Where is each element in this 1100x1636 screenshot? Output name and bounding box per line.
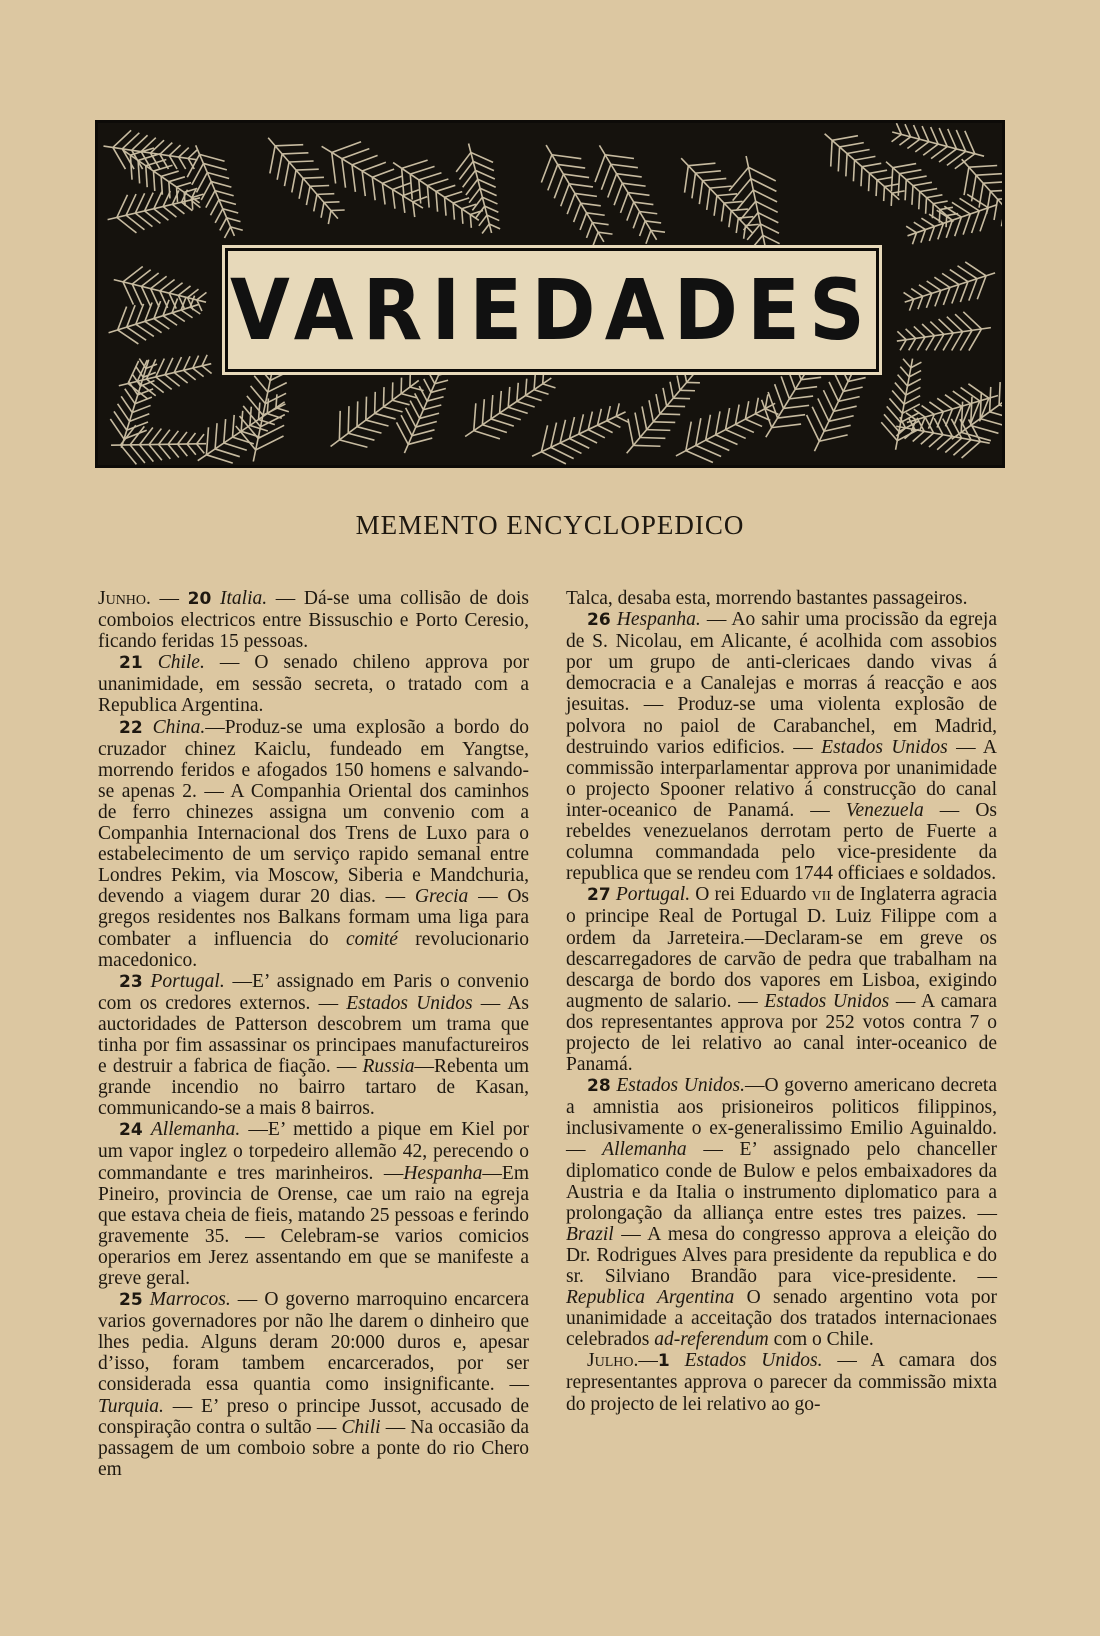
entry-text: O rei Eduardo [690,884,812,906]
entry-june-26 [566,609,997,884]
entry-june-21 [98,652,529,716]
entry-text: — E’ assignado pelo chanceller diplomatico conde de Bulow e pelos embaixadores da Austria e da Italia o instrumento diplomatico para a prolongação da alliança entre estes tres paizes. — [566,1139,998,1224]
country-name: Marrocos. [149,1289,231,1311]
country-name: Turquia. [98,1395,164,1417]
entry-text: — Na occasião da passagem de um comboio sobre a ponte do rio Chero em [98,1416,529,1480]
entry-text: —Em Pineiro, provincia de Orense, cae um raio na egreja que estava cheia de fieis, matando 25 pessoas e ferindo gravemente 35. — Celebram-se varios comicios operarios em Jerez assentando em que se manifeste a greve geral. [98,1162,529,1289]
country-name: Grecia [414,886,469,908]
entry-text: — As auctoridades de Patterson descobrem um trama que tinha por fim assassinar os principaes manufactureiros e destruir a fabrica de fiação. — [98,992,529,1078]
emphasis: ad-referendum [654,1329,769,1351]
entry-june-27 [566,884,997,1075]
country-name: Portugal. [615,884,691,906]
country-name: Estados Unidos [346,992,473,1014]
entry-text: — A mesa do congresso approva a eleição do Dr. Rodrigues Alves para presidente da republica e do sr. Silviano Brandão para vice-presidente. — [566,1223,997,1287]
country-name: Italia. [219,588,268,609]
country-name: China. [152,716,206,738]
entry-text: —Produz-se uma explosão a bordo do cruzador chinez Kaiclu, fundeado em Yangtse, morrendo feridos e afogados 150 homens e salvando-se apenas 2. — A Companhia Oriental dos caminhos de ferro chinezes assigna um convenio com a Companhia Internacional dos Trens de Luxo para o estabelecimento de um serviço rapido semanal entre Londres Pekim, via Moscow, Siberia e Mandchuria, devendo a viagem durar 20 dias. — [98,716,530,908]
country-name: Estados Unidos. [684,1350,823,1372]
country-name: Allemanha. [150,1119,241,1141]
entry-text: — A camara dos representantes approva o parecer da commissão mixta do projecto de lei relativo ao go- [566,1350,997,1415]
country-name: Estados Unidos [821,736,948,758]
day-number: 25 [119,1290,143,1311]
section-title: VARIEDADES [230,261,875,359]
day-number: 21 [119,653,143,674]
entry-june-20 [98,588,529,652]
country-name: Brazil [566,1223,614,1245]
country-name: Portugal. [150,970,225,992]
day-number: 26 [587,610,611,631]
entry-text: —E’ assignado em Paris o convenio com os credores externos. — [98,970,529,1014]
entry-text: de Inglaterra agracia o principe Real de Portugal D. Luiz Filippe com a ordem da Jarreteira.—Declaram-se em greve os descarregadores de carvão de pedra que trabalham na descarga de bordo dos vapores em Lisboa, exigindo augmento de salario. — [566,884,997,1012]
entry-text: —E’ mettido a pique em Kiel por um vapor inglez o torpedeiro allemão 42, perecendo o commandante e tres marinheiros. — [98,1119,530,1184]
entry-text: — O governo marroquino encarcera varios governadores por não lhe darem o dinheiro que lhes pedia. Alguns deram 20:000 duros e, apesar d’isso, foram tambem encarcerados, por ser considerada essa quantia como insignificante. — [98,1289,529,1396]
separator: — [150,588,188,609]
entry-continuation [566,588,997,609]
country-name: Republica Argentina [566,1287,735,1309]
entry-text: —Rebenta um grande incendio no bairro tartaro de Kasan, communicando-se a mais 8 bairros. [98,1056,529,1120]
separator: — [638,1350,658,1372]
left-column [98,588,529,1480]
country-name: Hespanha [403,1162,483,1184]
country-name: Russia [362,1056,415,1078]
country-name: Hespanha. [616,609,701,631]
article-subtitle: MEMENTO ENCYCLOPEDICO [355,510,745,540]
country-name: Estados Unidos. [616,1075,746,1097]
title-banner [95,120,1005,468]
country-name: Venezuela [845,799,924,821]
entry-text: —O governo americano decreta a amnistia aos prisioneiros politicos filippinos, inclusivamente o ex-generalissimo Emilio Aguinaldo. — [566,1075,998,1161]
entry-june-23 [98,971,529,1120]
emphasis: comité [345,928,398,950]
entry-text: Talca, desaba esta, morrendo bastantes passageiros. [566,588,968,609]
month-label: Julho. [587,1350,639,1372]
title-box [225,248,879,372]
roman-numeral: vii [811,884,831,906]
entry-june-24 [98,1119,529,1289]
entry-text: — E’ preso o principe Jussot, accusado de conspiração contra o sultão — [98,1395,529,1438]
entry-text: — Dá-se uma collisão de dois comboios electricos entre Bissuschio e Porto Ceresio, ficando feridas 15 pessoas. [98,588,530,653]
entry-text: — O senado chileno approva por unanimidade, em sessão secreta, o tratado com a Republica Argentina. [98,652,529,717]
country-name: Allemanha [602,1139,687,1161]
entry-text: — Ao sahir uma procissão da egreja de S. Nicolau, em Alicante, é acolhida com assobios por um grupo de anti-clericaes dando vivas á democracia e a Canalejas e morras á reacção e aos jesuitas. — Produz-se uma violenta explosão de polvora no paiol de Carabanchel, em Madrid, destruindo varios edificios. — [566,609,997,758]
day-number: 23 [119,971,143,992]
entry-text: revolucionario macedonico. [98,928,529,971]
day-number: 28 [587,1076,611,1097]
entry-june-22 [98,717,529,971]
country-name: Estados Unidos [764,990,890,1012]
day-number: 20 [187,589,212,609]
entry-text: — Os rebeldes venezuelanos derrotam perto de Fuerte a columna commandada pelo vice-presidente da republica que se rendeu com 1744 officiaes e soldados. [566,799,998,885]
day-number: 24 [119,1120,143,1141]
entry-text: — Os gregos residentes nos Balkans formam uma liga para combater a influencia do [98,886,530,950]
day-number: 27 [587,885,611,906]
right-column [566,588,997,1415]
month-label: Junho. [98,588,151,609]
day-number: 1 [657,1351,670,1372]
entry-text: com o Chile. [768,1329,874,1351]
entry-july-1 [566,1350,997,1414]
entry-june-28 [566,1075,997,1350]
country-name: Chili [341,1416,381,1438]
entry-june-25 [98,1289,529,1480]
entry-text: — A camara dos representantes approva por 252 votos contra 7 o projecto de lei relativo ao canal inter-oceanico de Panamá. [566,990,997,1076]
entry-text: O senado argentino vota por unanimidade a acceitação dos tratados internacionaes celebrados [566,1287,997,1351]
day-number: 22 [119,717,143,738]
country-name: Chile. [157,652,205,674]
entry-text: — A commissão interparlamentar approva por unanimidade o projecto Spooner relativo á construcção do canal inter-oceanico de Panamá. — [566,736,997,821]
